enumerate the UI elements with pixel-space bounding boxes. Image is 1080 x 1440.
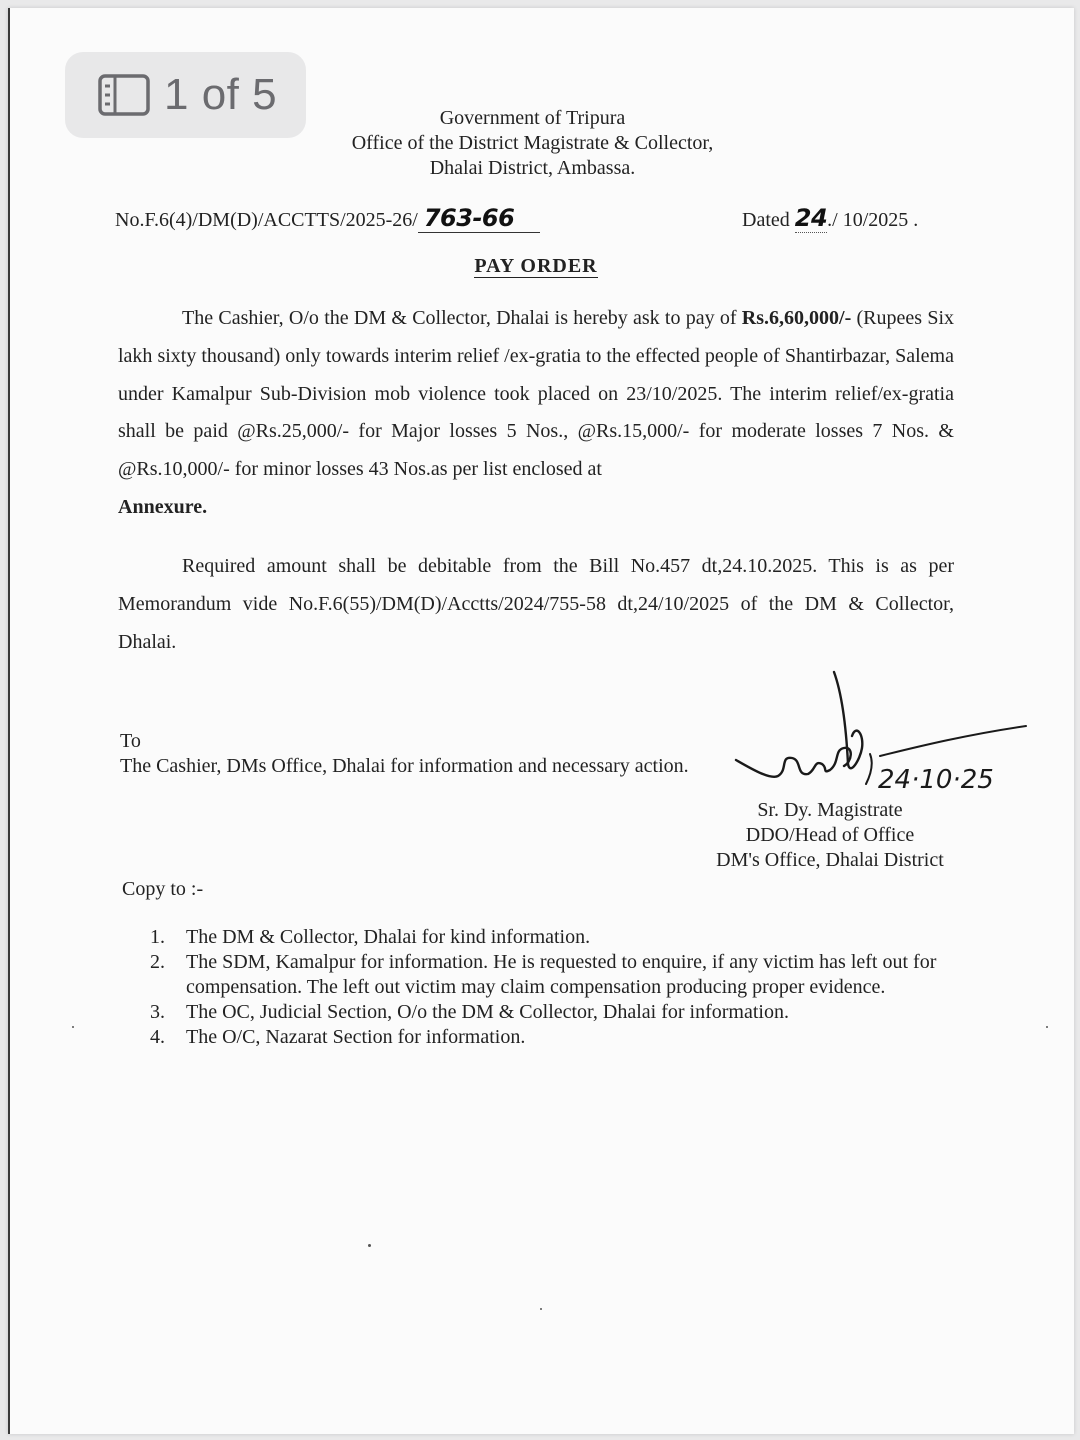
signatory-designation: Sr. Dy. Magistrate (757, 799, 903, 821)
paragraph-payment-order (118, 300, 954, 527)
letterhead (10, 106, 1055, 181)
list-item-text: The OC, Judicial Section, O/o the DM & Collector, Dhalai for information. (186, 1001, 789, 1023)
scan-speck (368, 1244, 371, 1247)
letterhead-line-1: Government of Tripura (439, 107, 626, 129)
date-line (742, 204, 918, 233)
reference-handwritten-number: 763-66 (418, 204, 540, 233)
date-rest: ./ 10/2025 . (827, 209, 919, 231)
handwritten-signature (730, 664, 1030, 794)
to-label: To (120, 730, 141, 752)
copy-to-list (150, 925, 940, 1050)
list-item (150, 1025, 940, 1050)
scan-speck (540, 1308, 542, 1310)
list-item-number: 1. (150, 926, 165, 948)
paragraph1-part2: (Rupees Six lakh sixty thousand) only towards interim relief /ex-gratia to the effected people of Shantirbazar, Salema under Kamalpur Sub-Division mob violence took placed on 23/10/2025. The interim relief/ex-gratia shall be paid @Rs.25,000/- for Major losses 5 Nos., @Rs.15,000/- for moderate losses 7 Nos. & @Rs.10,000/- for minor losses 43 Nos.as per list enclosed at (118, 307, 955, 481)
paragraph1-amount: Rs.6,60,000/- (741, 307, 852, 329)
paragraph-debit-details: Required amount shall be debitable from the Bill No.457 dt,24.10.2025. This is as per Memorandum vide No.F.6(55)/DM(D)/Acctts/2024/755-58 dt,24/10/2025 of the DM & Collector, Dhalai. (118, 555, 954, 653)
reference-prefix: No.F.6(4)/DM(D)/ACCTTS/2025-26/ (115, 209, 418, 231)
scan-speck (1046, 1026, 1048, 1028)
list-item-text: The DM & Collector, Dhalai for kind information. (186, 926, 591, 948)
page-counter-text: 1 of 5 (164, 70, 278, 119)
list-item (150, 925, 940, 950)
signatory-office: DM's Office, Dhalai District (716, 849, 944, 871)
signatory-role: DDO/Head of Office (745, 824, 915, 846)
addressee-block (120, 729, 689, 779)
document-title (10, 255, 1062, 278)
list-item (150, 950, 940, 1000)
to-recipient: The Cashier, DMs Office, Dhalai for information and necessary action. (120, 755, 689, 777)
reference-number (115, 204, 540, 233)
paragraph1-part1: The Cashier, O/o the DM & Collector, Dhalai is hereby ask to pay of (182, 307, 742, 329)
list-item-number: 4. (150, 1026, 165, 1048)
document-title-text: PAY ORDER (474, 255, 598, 277)
scan-speck (72, 1026, 74, 1028)
list-item-text: The SDM, Kamalpur for information. He is requested to enquire, if any victim has left out for compensation. The left out victim may claim compensation producing proper evidence. (186, 951, 937, 998)
list-item-text: The O/C, Nazarat Section for information. (186, 1026, 526, 1048)
signatory-block (700, 798, 960, 873)
copy-to-label: Copy to :- (122, 878, 204, 900)
paragraph1-annexure: Annexure. (118, 495, 208, 518)
date-label: Dated (742, 209, 790, 231)
list-item (150, 1000, 940, 1025)
date-handwritten-day: 24 (794, 204, 828, 232)
document-page (8, 8, 1074, 1434)
list-item-number: 3. (150, 1001, 165, 1023)
letterhead-line-3: Dhalai District, Ambassa. (429, 157, 636, 179)
letterhead-line-2: Office of the District Magistrate & Collector, (351, 132, 714, 154)
signature-handwritten-date: 24·10·25 (878, 765, 994, 794)
list-item-number: 2. (150, 951, 165, 973)
